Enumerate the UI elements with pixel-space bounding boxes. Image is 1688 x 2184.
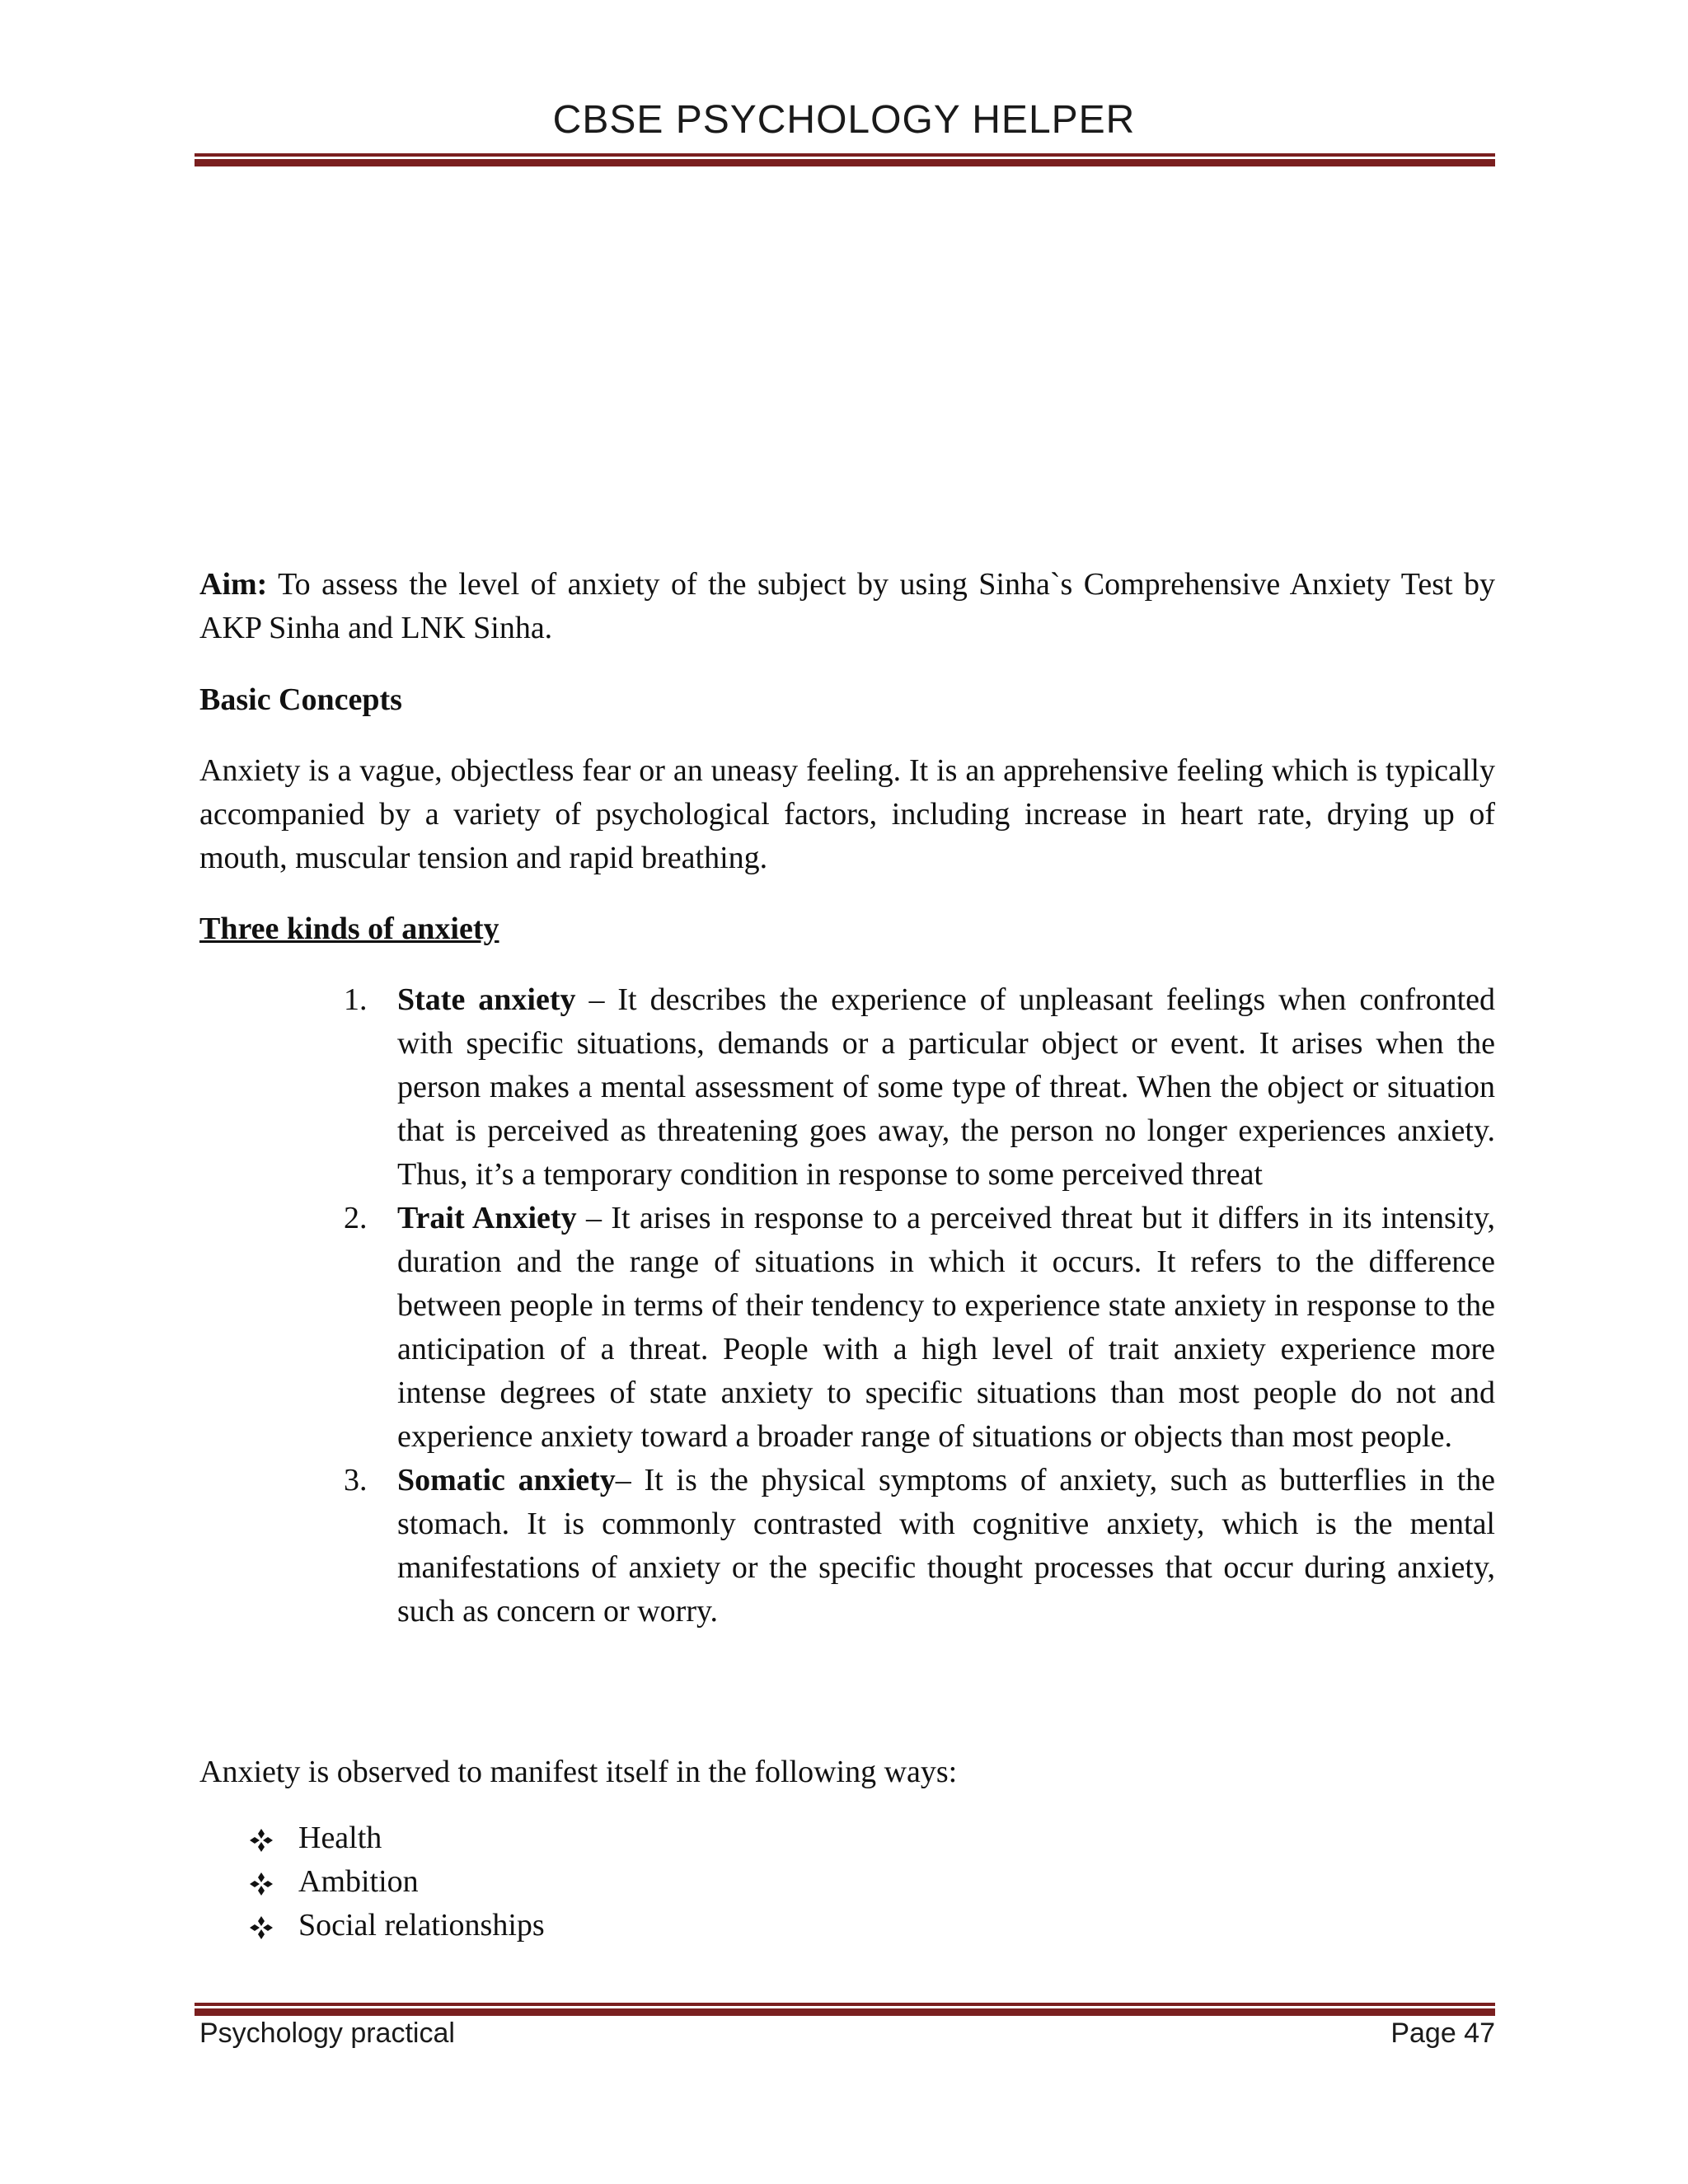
list-number: 1. xyxy=(344,982,368,1017)
footer-rule xyxy=(195,2003,1495,2016)
header-rule xyxy=(195,153,1495,166)
manifest-item-ambition: Ambition xyxy=(298,1864,419,1899)
list-item xyxy=(249,1860,545,1904)
aim-label: Aim: xyxy=(199,567,268,602)
list-number: 3. xyxy=(344,1463,368,1497)
somatic-anxiety-text: – It is the physical symptoms of anxiety, such as butterflies in the stomach. It is commonly contrasted with cognitive anxiety, which is the mental manifestations of anxiety or the specific thought processes that occur during anxiety, such as concern or worry. xyxy=(397,1463,1496,1629)
list-number: 2. xyxy=(344,1201,368,1235)
term-somatic-anxiety: Somatic anxiety xyxy=(397,1463,616,1497)
aim-text: To assess the level of anxiety of the subject by using Sinha`s Comprehensive Anxiety Test by AKP Sinha and LNK Sinha. xyxy=(199,567,1495,645)
diamond-bullet-icon xyxy=(249,1915,274,1940)
list-item xyxy=(344,1459,1496,1633)
term-state-anxiety: State anxiety xyxy=(397,982,576,1017)
term-trait-anxiety: Trait Anxiety xyxy=(397,1201,577,1235)
list-item xyxy=(344,1197,1495,1459)
manifest-item-health: Health xyxy=(298,1821,382,1855)
footer-title: Psychology practical xyxy=(199,2018,455,2049)
trait-anxiety-text: – It arises in response to a perceived threat but it differs in its intensity, duration and the range of situations in which it occurs. It refers to the difference between people in terms of their tendency to experience state anxiety in response to the anticipation of a threat. People with a high level of trait anxiety experience more intense degrees of state anxiety to specific situations than most people do not and experience anxiety toward a broader range of situations or objects than most people. xyxy=(397,1201,1495,1454)
anxiety-definition: Anxiety is a vague, objectless fear or an uneasy feeling. It is an apprehensive feeling which is typically accompanied by a variety of psychological factors, including increase in heart rate, drying up of mouth, muscular tension and rapid breathing. xyxy=(199,753,1495,875)
basic-concepts-heading: Basic Concepts xyxy=(199,682,402,717)
list-item xyxy=(344,978,1495,1197)
diamond-bullet-icon xyxy=(249,1872,274,1896)
page-header-title: CBSE PSYCHOLOGY HELPER xyxy=(552,98,1136,142)
manifest-intro: Anxiety is observed to manifest itself in the following ways: xyxy=(199,1755,958,1789)
manifest-item-social: Social relationships xyxy=(298,1908,545,1943)
diamond-bullet-icon xyxy=(249,1828,274,1853)
kinds-heading: Three kinds of anxiety xyxy=(199,912,499,946)
state-anxiety-text: – It describes the experience of unpleasant feelings when confronted with specific situations, demands or a particular object or event. It arises when the person makes a mental assessment of some type of threat. When the object or situation that is perceived as threatening goes away, the person no longer experiences anxiety. Thus, it’s a temporary condition in response to some perceived threat xyxy=(397,982,1495,1192)
list-item xyxy=(249,1816,545,1860)
page-number: Page 47 xyxy=(1390,2018,1495,2049)
aim-paragraph xyxy=(199,563,1495,650)
manifest-list xyxy=(249,1816,545,1947)
list-item xyxy=(249,1904,545,1947)
anxiety-kinds-list xyxy=(344,978,1496,1633)
